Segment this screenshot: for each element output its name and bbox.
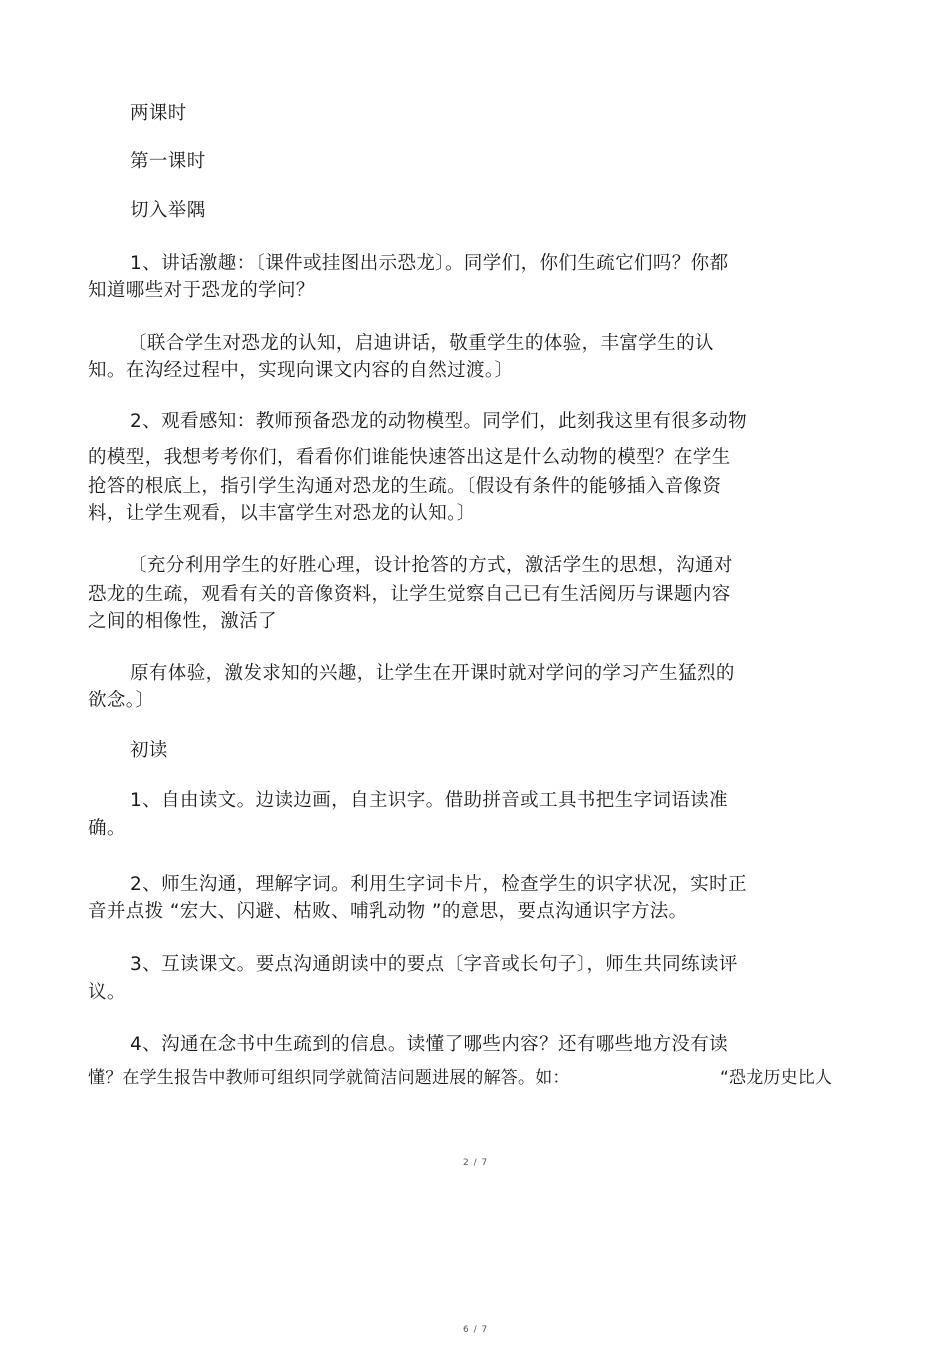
text-line: 3、互读课文。要点沟通朗读中的要点〔字音或长句子〕，师生共同练读评: [130, 954, 738, 975]
text-line: 音并点拨 “宏大、闪避、枯败、哺乳动物 ”的意思，要点沟通识字方法。: [88, 901, 688, 922]
text-line: 2、师生沟通，理解字词。利用生字词卡片，检查学生的识字状况，实时正: [130, 874, 747, 895]
text-line: 切入举隅: [130, 200, 206, 221]
page-number: 2 / 7: [463, 1158, 489, 1168]
text-line: 懂？在学生报告中教师可组织同学就简洁问题进展的解答。如：: [88, 1068, 570, 1088]
text-line: 知道哪些对于恐龙的学问？: [88, 280, 315, 301]
text-line: 恐龙的生疏，观看有关的音像资料，让学生觉察自己已有生活阅历与课题内容: [88, 584, 731, 605]
text-line: 欲念。〕: [88, 690, 155, 711]
text-line: 1、讲话激趣：〔课件或挂图出示恐龙〕。同学们，你们生疏它们吗？你都: [130, 253, 729, 274]
text-line: 议。: [88, 982, 126, 1003]
text-line: 料，让学生观看，以丰富学生对恐龙的认知。〕: [88, 503, 476, 524]
text-line: 〔充分利用学生的好胜心理，设计抢答的方式，激活学生的思想，沟通对: [128, 555, 733, 576]
text-line: 的模型，我想考考你们，看看你们谁能快速答出这是什么动物的模型？在学生: [88, 447, 731, 468]
text-line: 第一课时: [130, 151, 206, 172]
text-line: 确。: [88, 818, 126, 839]
text-line: “恐龙历史比人: [720, 1068, 833, 1088]
text-line: 〔联合学生对恐龙的认知，启迪讲话，敬重学生的体验，丰富学生的认: [128, 333, 714, 354]
text-line: 原有体验，激发求知的兴趣，让学生在开课时就对学问的学习产生猛烈的: [130, 663, 735, 684]
text-line: 2、观看感知：教师预备恐龙的动物模型。同学们，此刻我这里有很多动物: [130, 411, 747, 432]
text-line: 两课时: [130, 103, 187, 124]
text-line: 抢答的根底上，指引学生沟通对恐龙的生疏。〔假设有条件的能够插入音像资: [88, 476, 722, 497]
text-line: 之间的相像性，激活了: [88, 611, 278, 632]
text-line: 1、自由读文。边读边画，自主识字。借助拼音或工具书把生字词语读准: [130, 790, 729, 811]
text-line: 初读: [130, 740, 168, 761]
text-line: 4、沟通在念书中生疏到的信息。读懂了哪些内容？还有哪些地方没有读: [130, 1034, 729, 1055]
text-line: 知。在沟经过程中，实现向课文内容的自然过渡。〕: [88, 360, 514, 381]
page-number: 6 / 7: [463, 1325, 489, 1335]
